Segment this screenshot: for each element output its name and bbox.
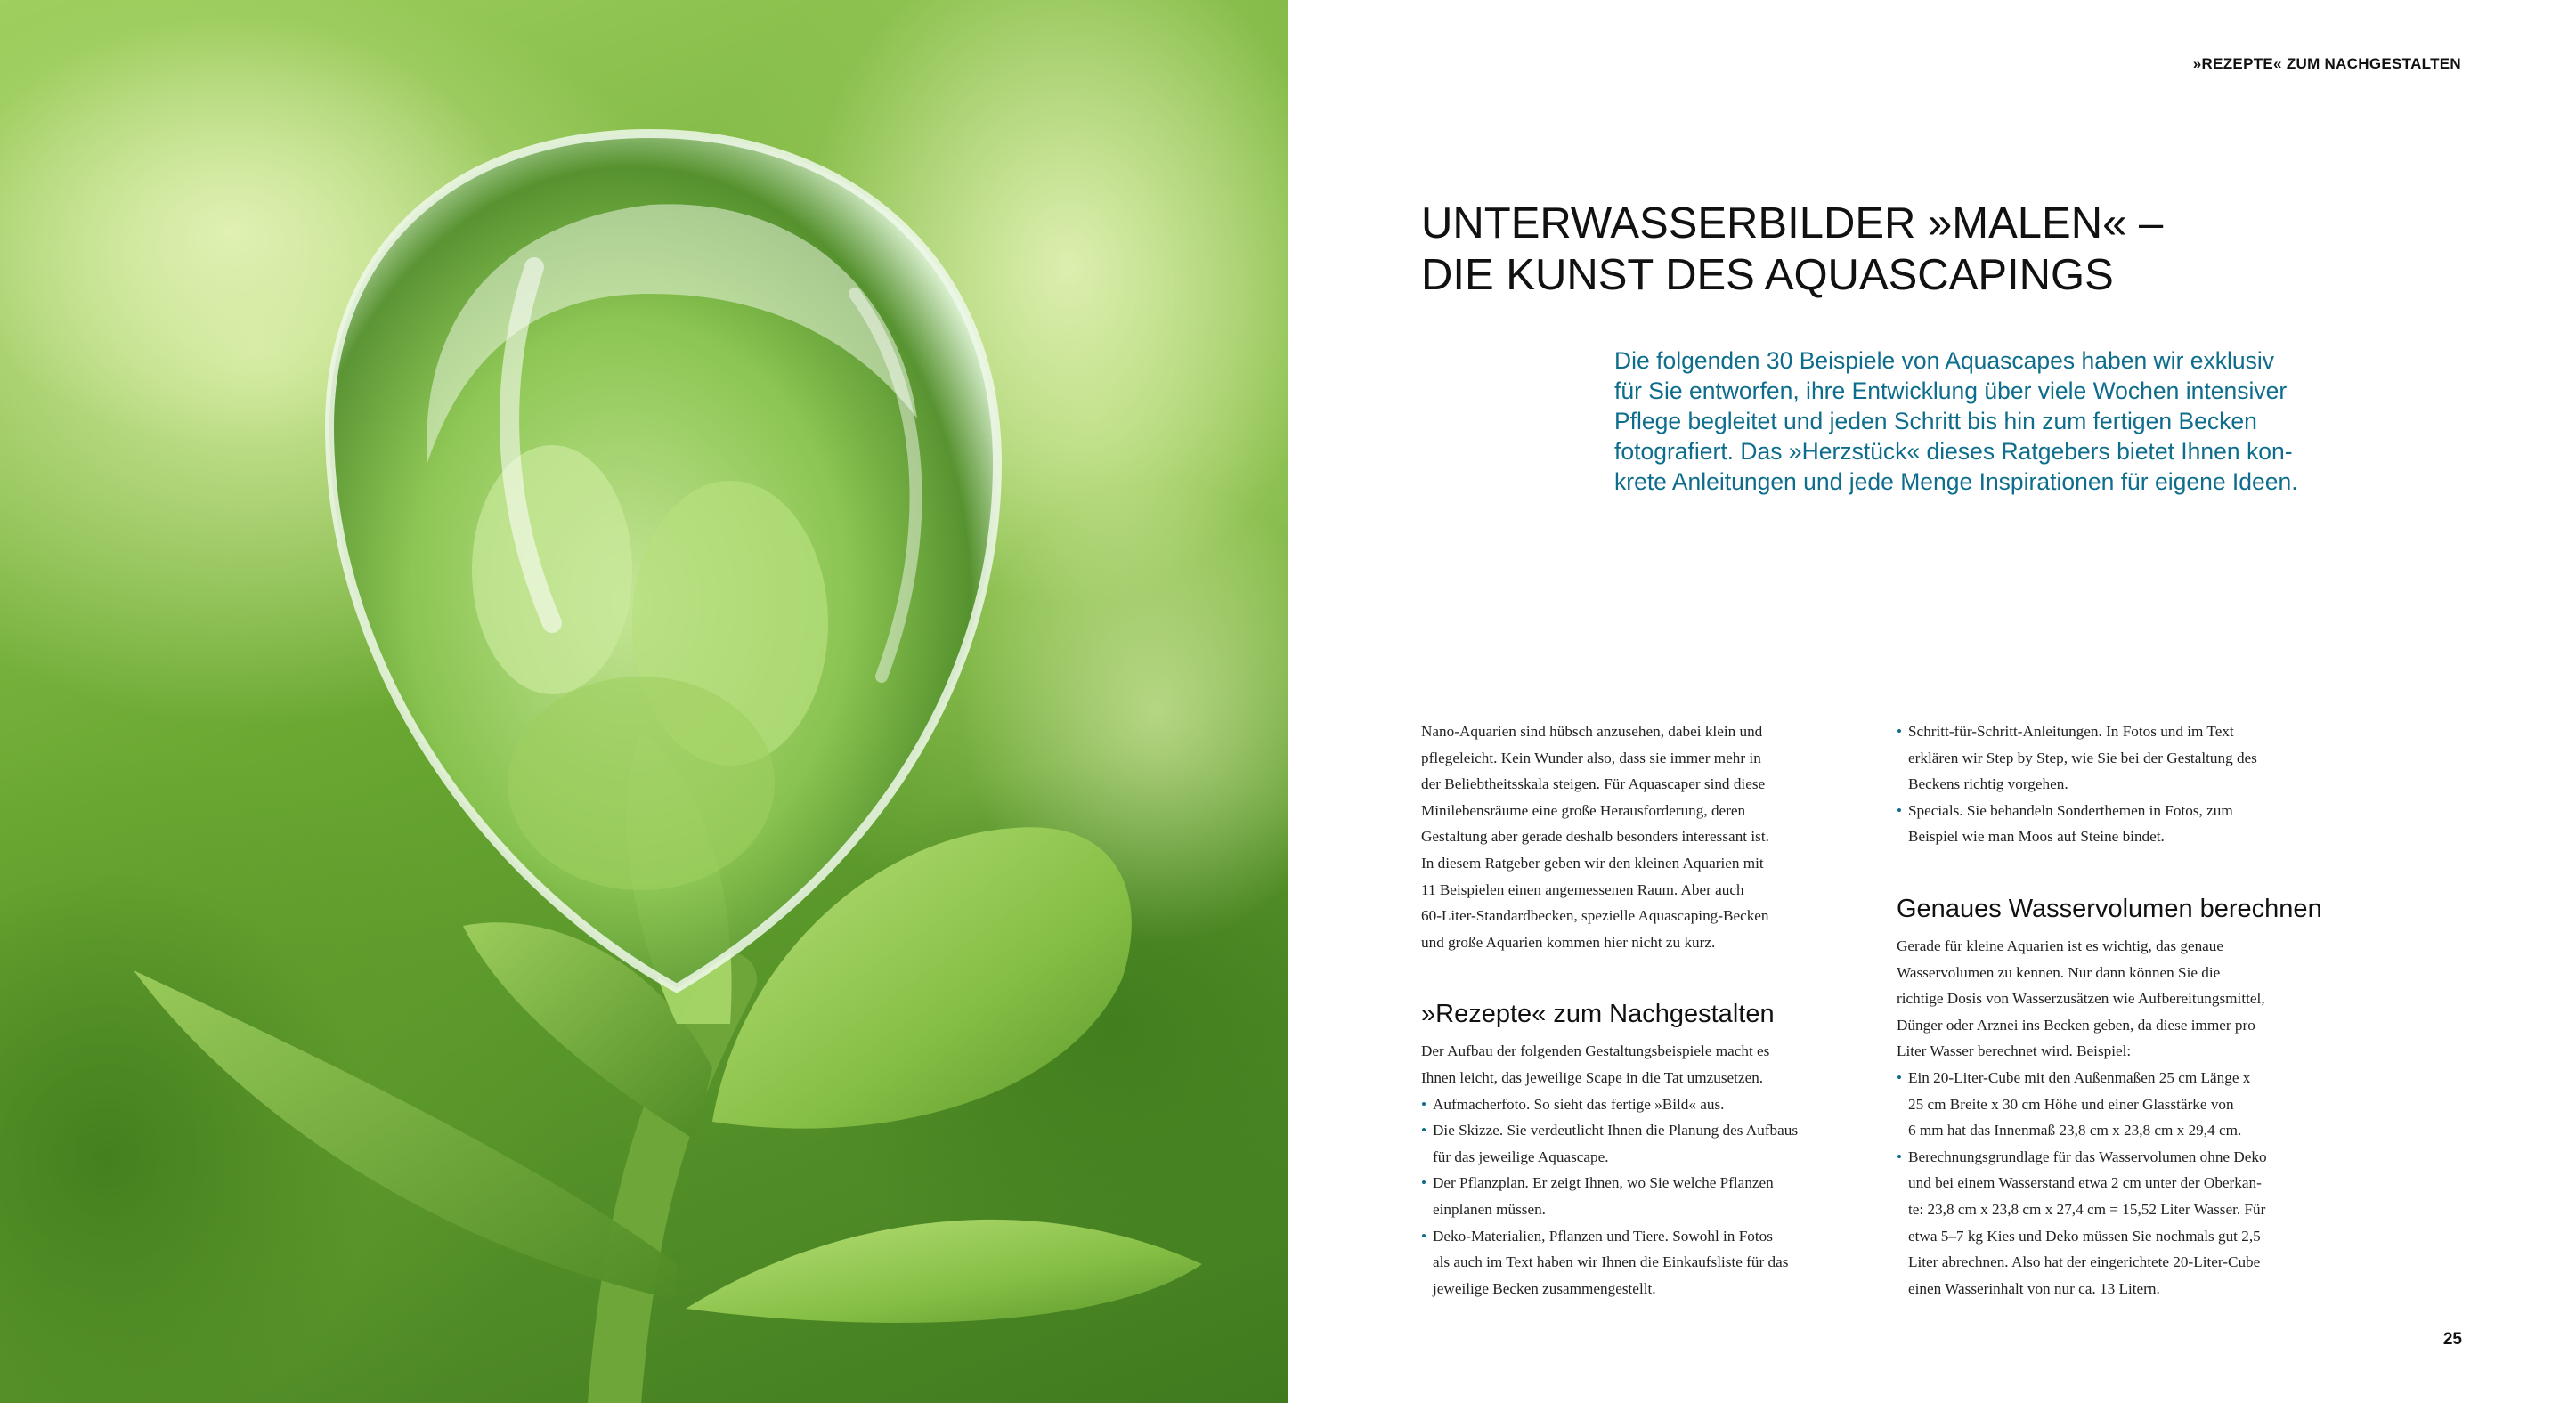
text-line: erklären wir Step by Step, wie Sie bei der Gestaltung des bbox=[1908, 749, 2257, 766]
text-line: • Specials. Sie behandeln Sonderthemen in Fotos, zum bbox=[1908, 801, 2233, 819]
section-heading-rezepte: »Rezepte« zum Nachgestalten bbox=[1421, 1000, 1775, 1029]
body-paragraph bbox=[1421, 718, 1866, 955]
text-line: als auch im Text haben wir Ihnen die Einkaufsliste für das bbox=[1433, 1253, 1789, 1271]
text-line: In diesem Ratgeber geben wir den kleinen Aquarien mit bbox=[1421, 854, 1764, 872]
text-line: • Ein 20-Liter-Cube mit den Außenmaßen 25 cm Länge x bbox=[1908, 1068, 2251, 1086]
text-line: • Berechnungsgrundlage für das Wasservolumen ohne Deko bbox=[1908, 1148, 2267, 1165]
text-line: te: 23,8 cm x 23,8 cm x 27,4 cm = 15,52 Liter Wasser. Für bbox=[1908, 1200, 2266, 1218]
list-item bbox=[1421, 1091, 1866, 1118]
text-line: für das jeweilige Aquascape. bbox=[1433, 1148, 1609, 1165]
intro-line: fotografiert. Das »Herzstück« dieses Ratgebers bietet Ihnen kon- bbox=[1614, 438, 2293, 465]
text-line: 25 cm Breite x 30 cm Höhe und einer Glasstärke von bbox=[1908, 1095, 2234, 1113]
intro-paragraph bbox=[1614, 345, 2353, 497]
text-line: Liter Wasser berechnet wird. Beispiel: bbox=[1897, 1042, 2132, 1060]
list-item bbox=[1897, 798, 2342, 850]
list-item bbox=[1897, 1144, 2342, 1302]
right-text-column bbox=[1897, 718, 2342, 1302]
text-line: • Der Pflanzplan. Er zeigt Ihnen, wo Sie welche Pflanzen bbox=[1433, 1174, 1774, 1192]
list-item bbox=[1421, 1117, 1866, 1170]
bullet-list bbox=[1897, 1065, 2342, 1302]
left-text-column bbox=[1421, 718, 1866, 1302]
body-paragraph bbox=[1897, 933, 2342, 1065]
text-line: Der Aufbau der folgenden Gestaltungsbeispiele macht es bbox=[1421, 1042, 1770, 1060]
page-number: 25 bbox=[2442, 1330, 2462, 1349]
text-line: 60-Liter-Standardbecken, spezielle Aquascaping-Becken bbox=[1421, 907, 1769, 925]
list-item bbox=[1897, 1065, 2342, 1144]
text-line: • Die Skizze. Sie verdeutlicht Ihnen die Planung des Aufbaus bbox=[1433, 1122, 1799, 1139]
text-line: und große Aquarien kommen hier nicht zu kurz. bbox=[1421, 933, 1716, 951]
text-line: Beispiel wie man Moos auf Steine bindet. bbox=[1908, 828, 2165, 846]
intro-line: Die folgenden 30 Beispiele von Aquascapes haben wir exklusiv bbox=[1614, 347, 2275, 374]
text-line: • Aufmacherfoto. So sieht das fertige »Bild« aus. bbox=[1433, 1095, 1725, 1113]
text-line: Ihnen leicht, das jeweilige Scape in die Tat umzusetzen. bbox=[1421, 1068, 1764, 1086]
text-line: jeweilige Becken zusammengestellt. bbox=[1433, 1279, 1656, 1297]
page-title-line-2: DIE KUNST DES AQUASCAPINGS bbox=[1421, 251, 2114, 299]
page-title-line-1: UNTERWASSERBILDER »MALEN« – bbox=[1421, 199, 2164, 247]
intro-line: für Sie entworfen, ihre Entwicklung über viele Wochen intensiver bbox=[1614, 377, 2288, 404]
list-item bbox=[1897, 718, 2342, 798]
section-heading-wasservolumen: Genaues Wasservolumen berechnen bbox=[1897, 894, 2322, 923]
text-line: Beckens richtig vorgehen. bbox=[1908, 775, 2068, 793]
text-line: 11 Beispielen einen angemessenen Raum. Aber auch bbox=[1421, 880, 1744, 898]
text-line: Liter abrechnen. Also hat der eingerichtete 20-Liter-Cube bbox=[1908, 1253, 2261, 1271]
text-line: pflegeleicht. Kein Wunder also, dass sie immer mehr in bbox=[1421, 749, 1761, 766]
text-line: etwa 5–7 kg Kies und Deko müssen Sie nochmals gut 2,5 bbox=[1908, 1227, 2261, 1245]
text-line: Dünger oder Arznei ins Becken geben, da diese immer pro bbox=[1897, 1016, 2255, 1034]
list-item bbox=[1421, 1223, 1866, 1302]
running-head: »REZEPTE« ZUM NACHGESTALTEN bbox=[2192, 55, 2461, 72]
text-line: der Beliebtheitsskala steigen. Für Aquascaper sind diese bbox=[1421, 775, 1766, 793]
bullet-list bbox=[1421, 1091, 1866, 1302]
text-line: 6 mm hat das Innenmaß 23,8 cm x 23,8 cm x 29,4 cm. bbox=[1908, 1122, 2242, 1139]
text-line: Wasservolumen zu kennen. Nur dann können Sie die bbox=[1897, 963, 2221, 981]
text-line: richtige Dosis von Wasserzusätzen wie Aufbereitungsmittel, bbox=[1897, 990, 2265, 1008]
text-line: Minilebensräume eine große Herausforderung, deren bbox=[1421, 801, 1746, 819]
text-line: einplanen müssen. bbox=[1433, 1200, 1546, 1218]
intro-line: krete Anleitungen und jede Menge Inspirationen für eigene Ideen. bbox=[1614, 468, 2298, 495]
page-title bbox=[1421, 198, 2312, 301]
text-line: • Deko-Materialien, Pflanzen und Tiere. Sowohl in Fotos bbox=[1433, 1227, 1773, 1245]
text-line: • Schritt-für-Schritt-Anleitungen. In Fotos und im Text bbox=[1908, 723, 2234, 740]
bullet-list bbox=[1897, 718, 2342, 850]
text-line: Nano-Aquarien sind hübsch anzusehen, dabei klein und bbox=[1421, 723, 1763, 740]
intro-line: Pflege begleitet und jeden Schritt bis hin zum fertigen Becken bbox=[1614, 408, 2257, 434]
text-line: und bei einem Wasserstand etwa 2 cm unter der Oberkan- bbox=[1908, 1174, 2262, 1192]
text-line: Gerade für kleine Aquarien ist es wichtig, das genaue bbox=[1897, 937, 2224, 954]
text-line: einen Wasserinhalt von nur ca. 13 Litern. bbox=[1908, 1279, 2160, 1297]
list-item bbox=[1421, 1170, 1866, 1222]
body-paragraph bbox=[1421, 1038, 1866, 1091]
text-line: Gestaltung aber gerade deshalb besonders interessant ist. bbox=[1421, 828, 1769, 846]
